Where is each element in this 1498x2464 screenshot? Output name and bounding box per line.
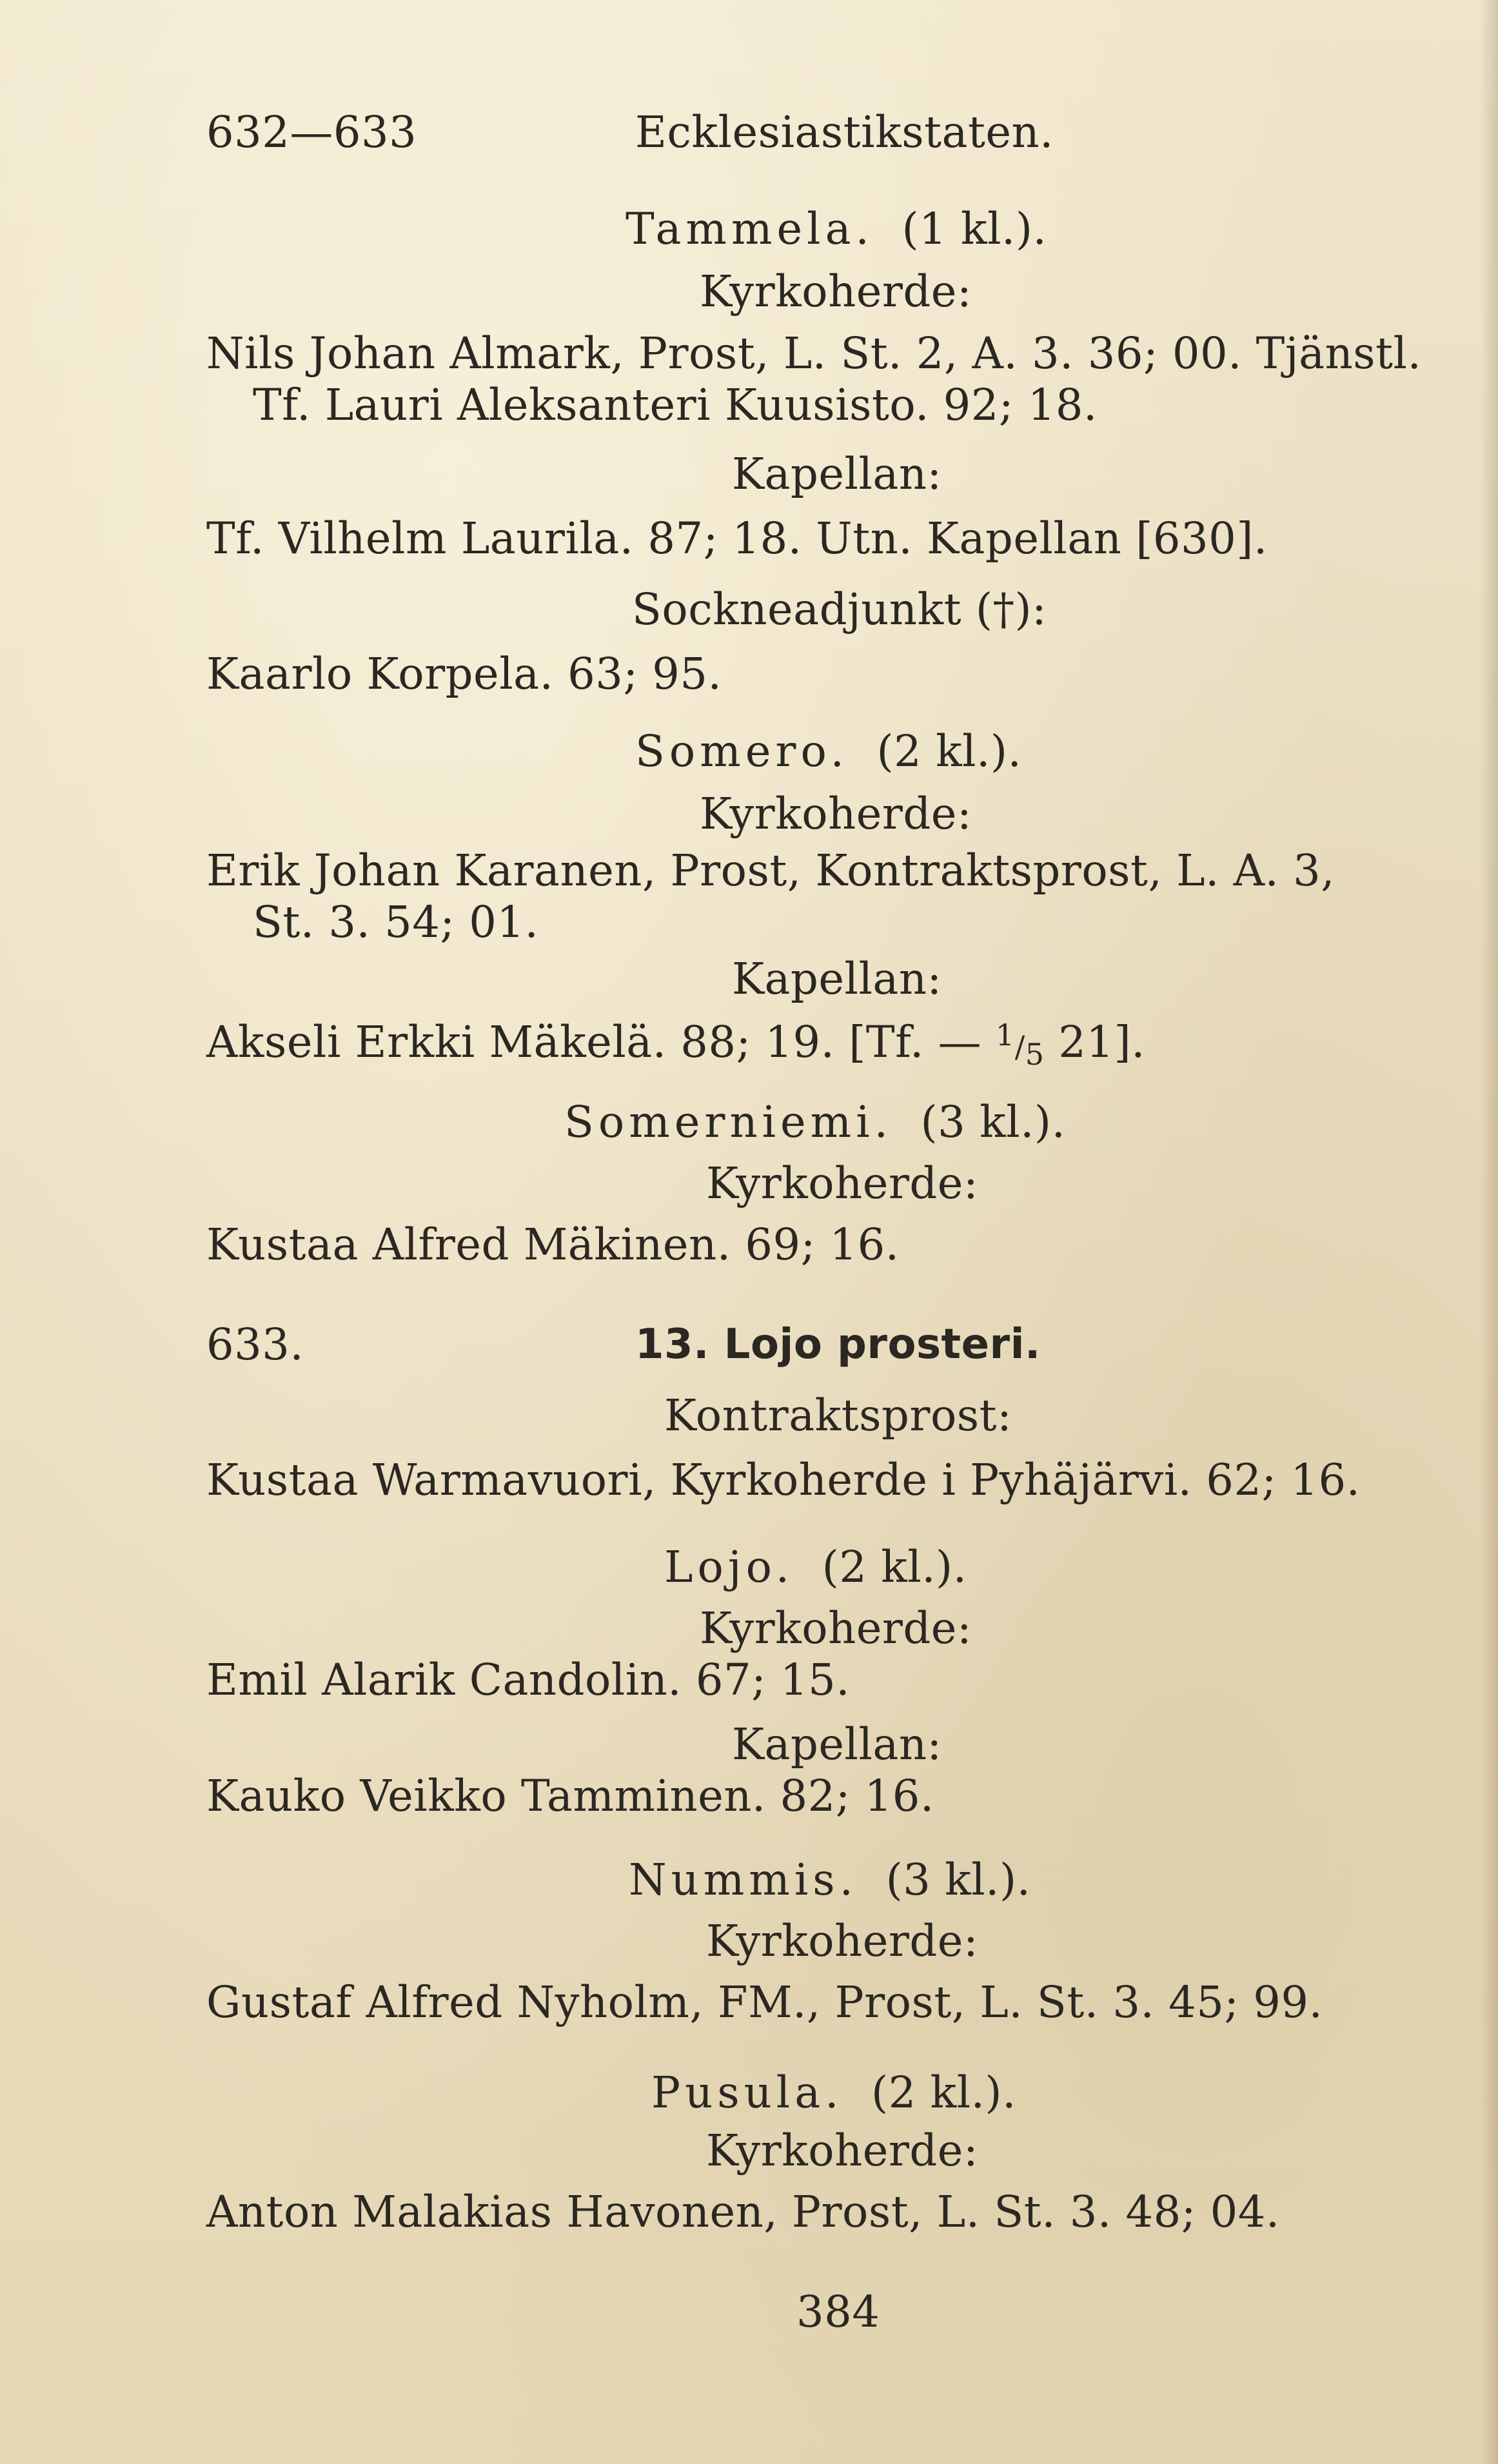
parish-heading-somerniemi [564, 1096, 1065, 1148]
section-number: 633. [206, 1319, 304, 1370]
parish-heading-lojo [664, 1541, 967, 1593]
fraction-numerator: 1 [995, 1018, 1015, 1052]
parish-class: (3 kl.). [920, 1097, 1066, 1147]
role-label: Kapellan: [732, 449, 942, 499]
entry-line: Anton Malakias Havonen, Prost, L. St. 3. 48; 04. [206, 2187, 1280, 2237]
parish-heading-nummis [629, 1854, 1030, 1906]
role-label: Kyrkoherde: [706, 2125, 979, 2176]
entry-line: Kaarlo Korpela. 63; 95. [206, 649, 722, 699]
role-label: Kapellan: [732, 1719, 942, 1769]
deanery-heading: 13. Lojo prosteri. [635, 1321, 1041, 1368]
parish-class: (1 kl.). [902, 204, 1047, 254]
entry-text: Akseli Erkki Mäkelä. 88; 19. [Tf. — [206, 1017, 996, 1067]
entry-line: Erik Johan Karanen, Prost, Kontraktsprost, L. A. 3, [206, 845, 1335, 896]
parish-name: Lojo. [664, 1542, 794, 1592]
entry-line: Tf. Vilhelm Laurila. 87; 18. Utn. Kapellan [630]. [206, 513, 1268, 564]
role-label: Sockneadjunkt (†): [632, 584, 1047, 635]
parish-name: Somero. [635, 726, 849, 776]
entry-line [206, 1009, 1145, 1080]
role-label: Kyrkoherde: [700, 789, 972, 839]
role-label: Kapellan: [732, 954, 942, 1004]
parish-heading-pusula [651, 2067, 1016, 2118]
entry-line: Gustaf Alfred Nyholm, FM., Prost, L. St. 3. 45; 99. [206, 1977, 1323, 2027]
entry-line: Tf. Lauri Aleksanteri Kuusisto. 92; 18. [253, 380, 1098, 430]
role-label: Kyrkoherde: [706, 1158, 979, 1208]
parish-class: (2 kl.). [822, 1542, 967, 1592]
entry-text: 21]. [1044, 1017, 1145, 1067]
parish-name: Somerniemi. [564, 1097, 892, 1147]
role-label: Kyrkoherde: [706, 1916, 979, 1966]
page-number: 384 [796, 2287, 880, 2337]
entry-line: St. 3. 54; 01. [253, 897, 539, 947]
parish-name: Tammela. [626, 204, 874, 254]
fraction-denominator: 5 [1025, 1037, 1045, 1072]
parish-name: Nummis. [629, 1855, 858, 1905]
parish-class: (2 kl.). [876, 726, 1022, 776]
running-title: Ecklesiastikstaten. [635, 107, 1054, 157]
parish-name: Pusula. [651, 2067, 843, 2118]
role-label: Kyrkoherde: [700, 266, 972, 317]
parish-heading-somero [635, 725, 1021, 777]
entry-line: Emil Alarik Candolin. 67; 15. [206, 1655, 851, 1705]
parish-class: (3 kl.). [885, 1855, 1031, 1905]
fraction: 1/5 [995, 1018, 1045, 1072]
entry-line: Kustaa Alfred Mäkinen. 69; 16. [206, 1219, 900, 1270]
parish-heading-tammela [626, 203, 1047, 255]
entry-line: Nils Johan Almark, Prost, L. St. 2, A. 3. 36; 00. Tjänstl. [206, 328, 1422, 379]
entry-line: Kauko Veikko Tamminen. 82; 16. [206, 1771, 934, 1821]
page-range: 632—633 [206, 107, 417, 157]
parish-class: (2 kl.). [871, 2067, 1016, 2118]
role-label: Kyrkoherde: [700, 1603, 972, 1653]
entry-line: Kustaa Warmavuori, Kyrkoherde i Pyhäjärvi. 62; 16. [206, 1455, 1361, 1505]
role-label: Kontraktsprost: [664, 1390, 1012, 1441]
